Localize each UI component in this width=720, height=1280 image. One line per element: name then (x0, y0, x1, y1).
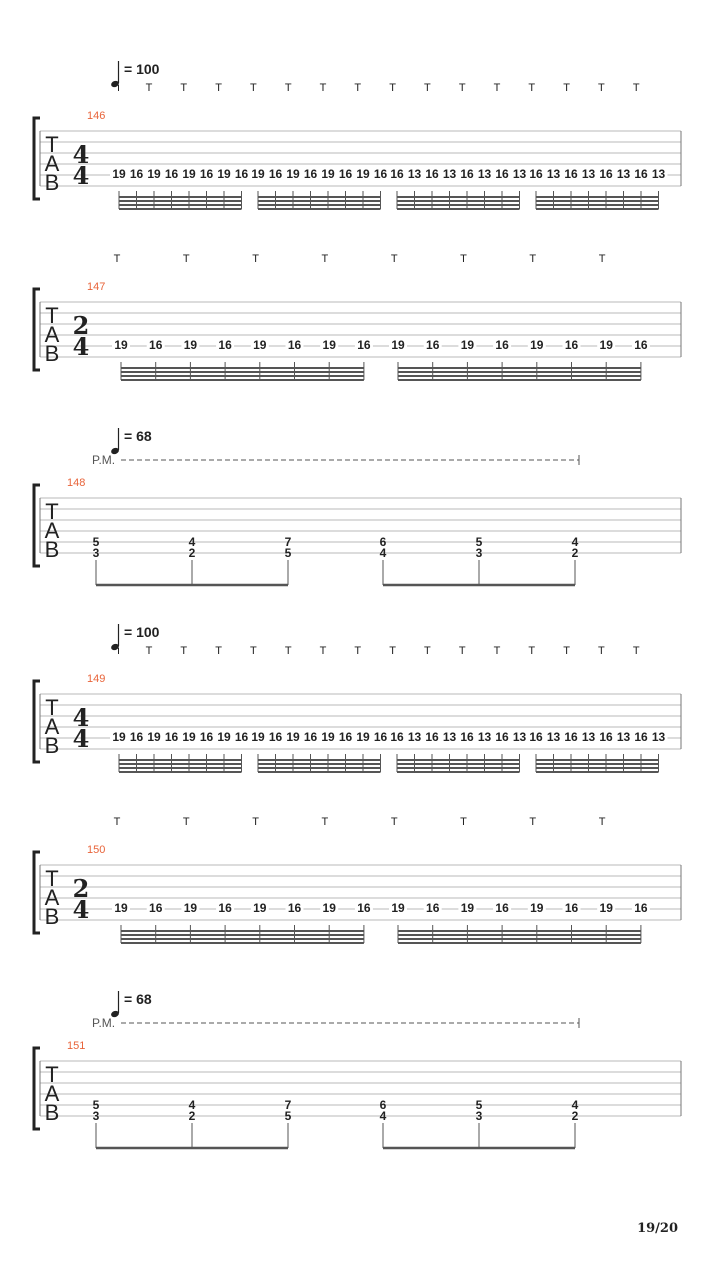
system-bracket-icon (34, 289, 40, 370)
tab-system-150 (34, 816, 681, 943)
fret-number: 16 (199, 730, 214, 744)
fret-number: 16 (634, 167, 648, 181)
tapping-mark: T (529, 253, 537, 265)
fret-number: 16 (357, 901, 371, 915)
fret-number: 19 (253, 338, 267, 352)
fret-number: 6 (379, 1098, 387, 1112)
palm-mute-label: P.M. (92, 1016, 116, 1030)
fret-number: 13 (477, 730, 492, 744)
fret-number: 13 (512, 730, 527, 744)
fret-number: 13 (442, 730, 457, 744)
system-bracket-icon (34, 681, 40, 762)
fret-number: 13 (581, 730, 596, 744)
tapping-mark: T (598, 82, 605, 94)
fret-number: 19 (322, 901, 336, 915)
fret-number: 13 (546, 730, 561, 744)
tab-clef-letter: A (44, 322, 60, 347)
fret-number: 19 (147, 730, 161, 744)
tapping-mark: T (252, 816, 259, 828)
tab-clef-letter: A (44, 885, 60, 910)
fret-number: 13 (546, 167, 561, 181)
fret-number: 2 (571, 1109, 579, 1123)
fret-number: 4 (571, 535, 579, 549)
tapping-mark: T (390, 816, 398, 828)
tapping-mark: T (180, 82, 188, 94)
tab-clef-letter: A (44, 714, 60, 739)
time-signature-bottom: 4 (72, 724, 90, 753)
fret-number: 16 (357, 338, 371, 352)
time-signature-top: 4 (72, 703, 90, 732)
tapping-mark: T (632, 645, 640, 657)
fret-number: 16 (338, 167, 353, 181)
fret-number: 19 (286, 167, 300, 181)
tapping-mark: T (319, 82, 327, 94)
fret-number: 16 (529, 167, 543, 181)
tapping-mark: T (215, 82, 222, 94)
fret-number: 3 (92, 546, 100, 560)
tapping-mark: T (563, 82, 570, 94)
fret-number: 19 (114, 338, 128, 352)
fret-number: 19 (530, 901, 544, 915)
fret-number: 16 (373, 167, 388, 181)
tab-clef-letter: B (44, 733, 60, 758)
fret-number: 16 (149, 338, 163, 352)
fret-number: 16 (234, 730, 249, 744)
tapping-mark: T (319, 645, 327, 657)
fret-number: 16 (426, 901, 440, 915)
fret-number: 19 (286, 730, 300, 744)
tapping-mark: T (250, 645, 257, 657)
tapping-mark: T (598, 253, 606, 265)
fret-number: 13 (651, 167, 666, 181)
tab-clef-letter: A (44, 518, 60, 543)
tapping-mark: T (458, 82, 466, 94)
fret-number: 19 (253, 901, 267, 915)
measure-number: 151 (67, 1040, 86, 1052)
measure-number: 146 (87, 110, 106, 122)
fret-number: 4 (188, 1098, 196, 1112)
fret-number: 13 (512, 167, 527, 181)
fret-number: 19 (251, 167, 265, 181)
fret-number: 19 (183, 901, 198, 915)
tapping-mark: T (424, 82, 431, 94)
tempo-marking: = 100 (124, 624, 160, 640)
fret-number: 16 (199, 167, 214, 181)
fret-number: 16 (218, 901, 232, 915)
fret-number: 13 (407, 730, 422, 744)
fret-number: 19 (599, 338, 613, 352)
tapping-mark: T (180, 645, 188, 657)
fret-number: 3 (92, 1109, 100, 1123)
fret-number: 19 (112, 167, 126, 181)
tapping-mark: T (113, 816, 121, 828)
fret-number: 16 (599, 730, 613, 744)
time-signature-top: 2 (72, 311, 90, 340)
tapping-mark: T (460, 816, 467, 828)
system-bracket-icon (34, 852, 40, 933)
measure-number: 147 (87, 281, 106, 293)
tapping-mark: T (493, 645, 501, 657)
tab-system-151 (34, 991, 681, 1148)
fret-number: 16 (268, 730, 283, 744)
fret-number: 19 (460, 901, 475, 915)
fret-number: 5 (284, 1109, 292, 1123)
tapping-mark: T (460, 253, 467, 265)
fret-number: 4 (379, 1109, 387, 1123)
tab-clef-letter: B (44, 904, 60, 929)
fret-number: 13 (616, 167, 631, 181)
tapping-mark: T (354, 645, 362, 657)
fret-number: 19 (322, 338, 336, 352)
fret-number: 5 (92, 535, 100, 549)
tab-system-146 (34, 61, 681, 209)
fret-number: 19 (183, 338, 198, 352)
fret-number: 2 (571, 546, 579, 560)
tapping-mark: T (390, 253, 398, 265)
tab-clef-letter: T (45, 303, 59, 328)
fret-number: 19 (217, 167, 231, 181)
fret-number: 16 (303, 167, 318, 181)
tab-clef-letter: T (45, 695, 59, 720)
tapping-mark: T (598, 816, 606, 828)
tapping-mark: T (321, 253, 329, 265)
tab-clef-letter: T (45, 132, 59, 157)
fret-number: 4 (188, 535, 196, 549)
tab-clef-letter: B (44, 1100, 60, 1125)
fret-number: 16 (599, 167, 613, 181)
tapping-mark: T (528, 645, 536, 657)
fret-number: 13 (442, 167, 457, 181)
time-signature-bottom: 4 (72, 332, 90, 361)
palm-mute-label: P.M. (92, 453, 116, 467)
tapping-mark: T (529, 816, 537, 828)
tapping-mark: T (215, 645, 222, 657)
tab-clef-letter: T (45, 499, 59, 524)
fret-number: 16 (460, 167, 474, 181)
fret-number: 5 (284, 546, 292, 560)
fret-number: 19 (251, 730, 265, 744)
fret-number: 4 (379, 546, 387, 560)
system-bracket-icon (34, 485, 40, 566)
fret-number: 19 (530, 338, 544, 352)
fret-number: 16 (425, 167, 439, 181)
fret-number: 5 (475, 1098, 483, 1112)
time-signature-top: 2 (72, 874, 90, 903)
fret-number: 19 (182, 730, 196, 744)
fret-number: 13 (477, 167, 492, 181)
time-signature-top: 4 (72, 140, 90, 169)
tapping-mark: T (284, 82, 292, 94)
time-signature-bottom: 4 (72, 895, 90, 924)
tab-clef-letter: T (45, 866, 59, 891)
fret-number: 19 (356, 167, 370, 181)
fret-number: 16 (338, 730, 353, 744)
tapping-mark: T (145, 645, 153, 657)
tapping-mark: T (493, 82, 501, 94)
tapping-mark: T (389, 645, 396, 657)
fret-number: 16 (234, 167, 249, 181)
tab-clef-letter: A (44, 151, 60, 176)
fret-number: 16 (287, 338, 302, 352)
tab-clef-letter: B (44, 537, 60, 562)
fret-number: 7 (284, 535, 292, 549)
tempo-marking: = 68 (124, 991, 152, 1007)
fret-number: 16 (425, 730, 439, 744)
fret-number: 2 (188, 1109, 196, 1123)
fret-number: 13 (616, 730, 631, 744)
fret-number: 16 (495, 901, 509, 915)
system-bracket-icon (34, 1048, 40, 1129)
tab-clef-letter: T (45, 1062, 59, 1087)
tapping-mark: T (389, 82, 396, 94)
fret-number: 16 (460, 730, 474, 744)
system-bracket-icon (34, 118, 40, 199)
fret-number: 16 (634, 730, 648, 744)
fret-number: 19 (321, 167, 335, 181)
tempo-marking: = 68 (124, 428, 152, 444)
fret-number: 16 (164, 730, 179, 744)
fret-number: 19 (391, 901, 405, 915)
tab-clef-letter: B (44, 170, 60, 195)
tab-system-148 (34, 428, 681, 585)
tapping-mark: T (598, 645, 605, 657)
time-signature-bottom: 4 (72, 161, 90, 190)
fret-number: 3 (475, 1109, 483, 1123)
tapping-mark: T (321, 816, 329, 828)
fret-number: 16 (129, 730, 144, 744)
tapping-mark: T (145, 82, 153, 94)
fret-number: 16 (164, 167, 179, 181)
page-number: 19/20 (637, 1221, 678, 1236)
fret-number: 16 (634, 338, 648, 352)
fret-number: 16 (564, 338, 579, 352)
fret-number: 13 (651, 730, 666, 744)
fret-number: 16 (149, 901, 163, 915)
fret-number: 7 (284, 1098, 292, 1112)
fret-number: 16 (564, 901, 579, 915)
fret-number: 19 (182, 167, 196, 181)
fret-number: 3 (475, 546, 483, 560)
tapping-mark: T (354, 82, 362, 94)
fret-number: 6 (379, 535, 387, 549)
fret-number: 16 (390, 730, 404, 744)
tapping-mark: T (424, 645, 431, 657)
fret-number: 19 (391, 338, 405, 352)
fret-number: 16 (495, 167, 509, 181)
fret-number: 16 (268, 167, 283, 181)
tab-clef-letter: A (44, 1081, 60, 1106)
fret-number: 16 (303, 730, 318, 744)
fret-number: 19 (599, 901, 613, 915)
fret-number: 16 (529, 730, 543, 744)
tab-system-149 (34, 624, 681, 772)
fret-number: 13 (407, 167, 422, 181)
fret-number: 2 (188, 546, 196, 560)
fret-number: 19 (217, 730, 231, 744)
tapping-mark: T (632, 82, 640, 94)
fret-number: 19 (321, 730, 335, 744)
tapping-mark: T (250, 82, 257, 94)
fret-number: 16 (564, 730, 578, 744)
tapping-mark: T (113, 253, 121, 265)
tapping-mark: T (528, 82, 536, 94)
fret-number: 16 (129, 167, 144, 181)
fret-number: 16 (373, 730, 388, 744)
fret-number: 5 (92, 1098, 100, 1112)
fret-number: 19 (147, 167, 161, 181)
fret-number: 13 (581, 167, 596, 181)
fret-number: 19 (112, 730, 126, 744)
fret-number: 4 (571, 1098, 579, 1112)
fret-number: 5 (475, 535, 483, 549)
tab-clef-letter: B (44, 341, 60, 366)
fret-number: 16 (634, 901, 648, 915)
fret-number: 19 (114, 901, 128, 915)
measure-number: 150 (87, 844, 106, 856)
tapping-mark: T (458, 645, 466, 657)
tapping-mark: T (563, 645, 570, 657)
tempo-marking: = 100 (124, 61, 160, 77)
measure-number: 148 (67, 477, 86, 489)
tapping-mark: T (182, 816, 190, 828)
tapping-mark: T (182, 253, 190, 265)
fret-number: 19 (460, 338, 475, 352)
fret-number: 16 (495, 338, 509, 352)
fret-number: 16 (495, 730, 509, 744)
fret-number: 19 (356, 730, 370, 744)
tapping-mark: T (284, 645, 292, 657)
fret-number: 16 (287, 901, 302, 915)
fret-number: 16 (564, 167, 578, 181)
fret-number: 16 (390, 167, 404, 181)
measure-number: 149 (87, 673, 106, 685)
tab-system-147 (34, 253, 681, 380)
fret-number: 16 (426, 338, 440, 352)
tapping-mark: T (252, 253, 259, 265)
fret-number: 16 (218, 338, 232, 352)
